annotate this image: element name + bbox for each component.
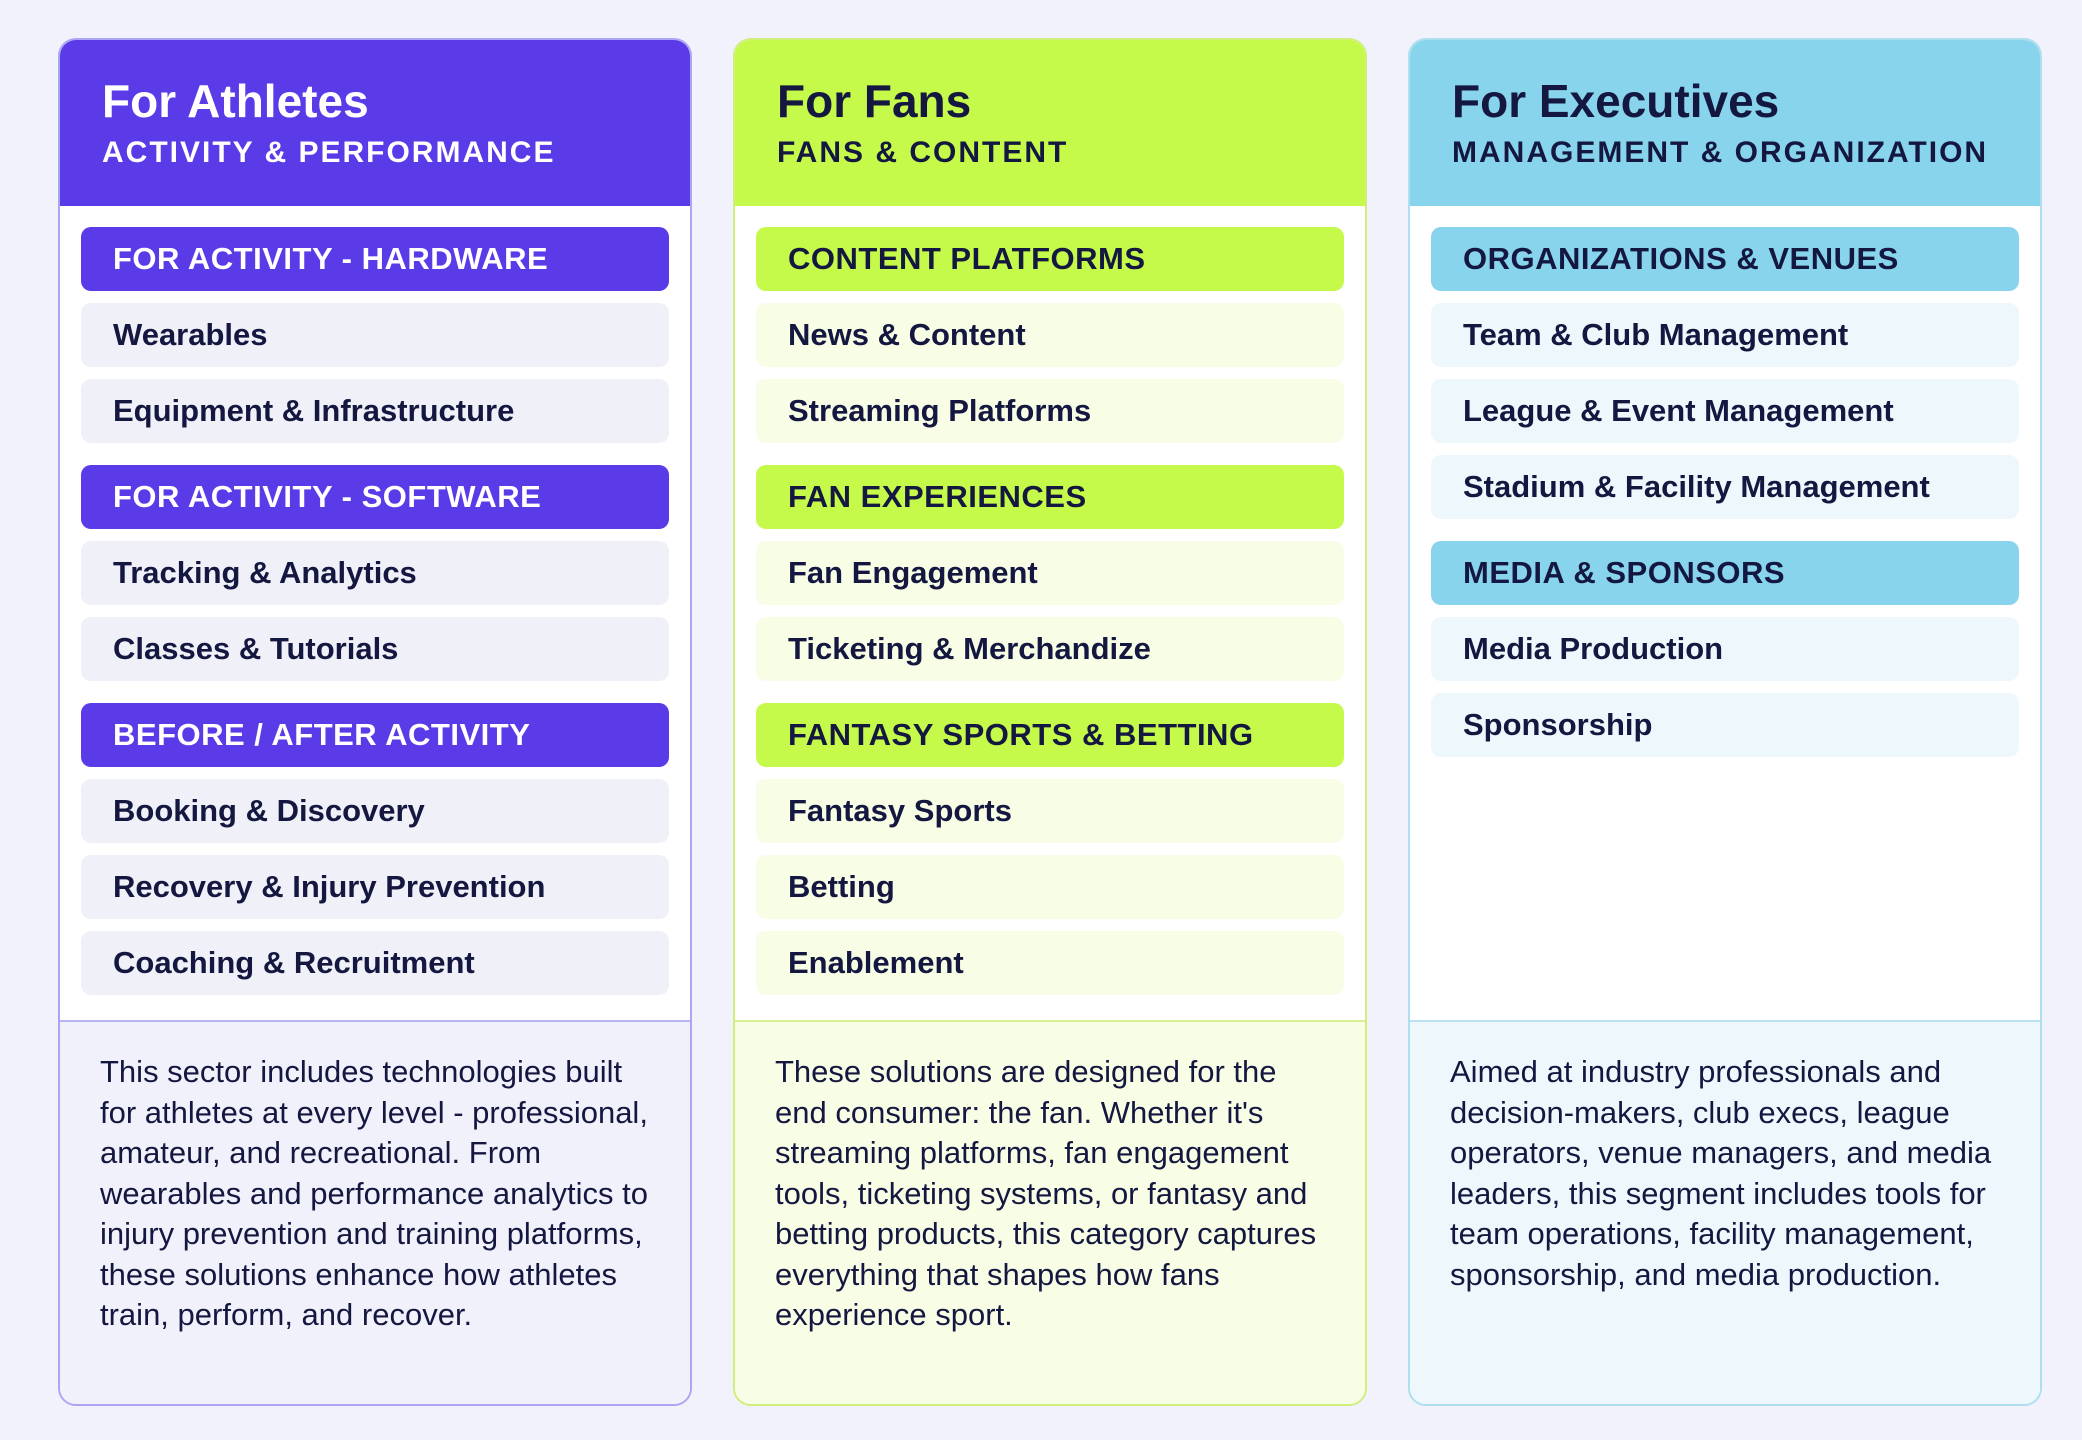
executives-header bbox=[1410, 40, 2040, 206]
athletes-header bbox=[60, 40, 690, 206]
category-section bbox=[756, 227, 1344, 443]
category-item: Equipment & Infrastructure bbox=[81, 379, 669, 443]
section-header: FOR ACTIVITY - HARDWARE bbox=[81, 227, 669, 291]
section-header: CONTENT PLATFORMS bbox=[756, 227, 1344, 291]
card-title: For Fans bbox=[777, 75, 972, 127]
card-description: Aimed at industry professionals and decision-makers, club execs, league operators, venue managers, and media leaders, this segment includes tools for team operations, facility management, sponsorship, and media production. bbox=[1410, 1020, 2040, 1406]
executives-card bbox=[1408, 38, 2042, 1406]
category-section bbox=[81, 227, 669, 443]
category-item: League & Event Management bbox=[1431, 379, 2019, 443]
section-header: MEDIA & SPONSORS bbox=[1431, 541, 2019, 605]
category-item: Enablement bbox=[756, 931, 1344, 995]
category-item: Ticketing & Merchandize bbox=[756, 617, 1344, 681]
fans-card bbox=[733, 38, 1367, 1406]
section-header: FOR ACTIVITY - SOFTWARE bbox=[81, 465, 669, 529]
executives-categories bbox=[1410, 206, 2040, 1020]
category-section bbox=[756, 703, 1344, 995]
category-item: Coaching & Recruitment bbox=[81, 931, 669, 995]
category-item: Fan Engagement bbox=[756, 541, 1344, 605]
category-section bbox=[756, 465, 1344, 681]
category-item: Tracking & Analytics bbox=[81, 541, 669, 605]
category-item: Fantasy Sports bbox=[756, 779, 1344, 843]
category-item: Streaming Platforms bbox=[756, 379, 1344, 443]
fans-categories bbox=[735, 206, 1365, 1020]
card-description: This sector includes technologies built for athletes at every level - professional, amateur, and recreational. From wearables and performance analytics to injury prevention and training platforms, these solutions enhance how athletes train, perform, and recover. bbox=[60, 1020, 690, 1406]
category-section bbox=[1431, 541, 2019, 757]
card-subtitle: MANAGEMENT & ORGANIZATION bbox=[1452, 135, 1989, 169]
athletes-card bbox=[58, 38, 692, 1406]
card-subtitle: FANS & CONTENT bbox=[777, 135, 1069, 169]
section-header: ORGANIZATIONS & VENUES bbox=[1431, 227, 2019, 291]
card-title: For Athletes bbox=[102, 75, 369, 127]
category-item: Wearables bbox=[81, 303, 669, 367]
section-header: FANTASY SPORTS & BETTING bbox=[756, 703, 1344, 767]
category-section bbox=[1431, 227, 2019, 519]
card-description: These solutions are designed for the end consumer: the fan. Whether it's streaming platforms, fan engagement tools, ticketing systems, or fantasy and betting products, this category captures everything that shapes how fans experience sport. bbox=[735, 1020, 1365, 1406]
category-item: News & Content bbox=[756, 303, 1344, 367]
section-header: BEFORE / AFTER ACTIVITY bbox=[81, 703, 669, 767]
card-title: For Executives bbox=[1452, 75, 1780, 127]
category-item: Recovery & Injury Prevention bbox=[81, 855, 669, 919]
card-subtitle: ACTIVITY & PERFORMANCE bbox=[102, 135, 556, 169]
athletes-categories bbox=[60, 206, 690, 1020]
category-item: Sponsorship bbox=[1431, 693, 2019, 757]
category-item: Stadium & Facility Management bbox=[1431, 455, 2019, 519]
fans-header bbox=[735, 40, 1365, 206]
category-item: Classes & Tutorials bbox=[81, 617, 669, 681]
category-item: Team & Club Management bbox=[1431, 303, 2019, 367]
category-item: Booking & Discovery bbox=[81, 779, 669, 843]
category-section bbox=[81, 465, 669, 681]
section-header: FAN EXPERIENCES bbox=[756, 465, 1344, 529]
category-section bbox=[81, 703, 669, 995]
category-item: Betting bbox=[756, 855, 1344, 919]
category-item: Media Production bbox=[1431, 617, 2019, 681]
